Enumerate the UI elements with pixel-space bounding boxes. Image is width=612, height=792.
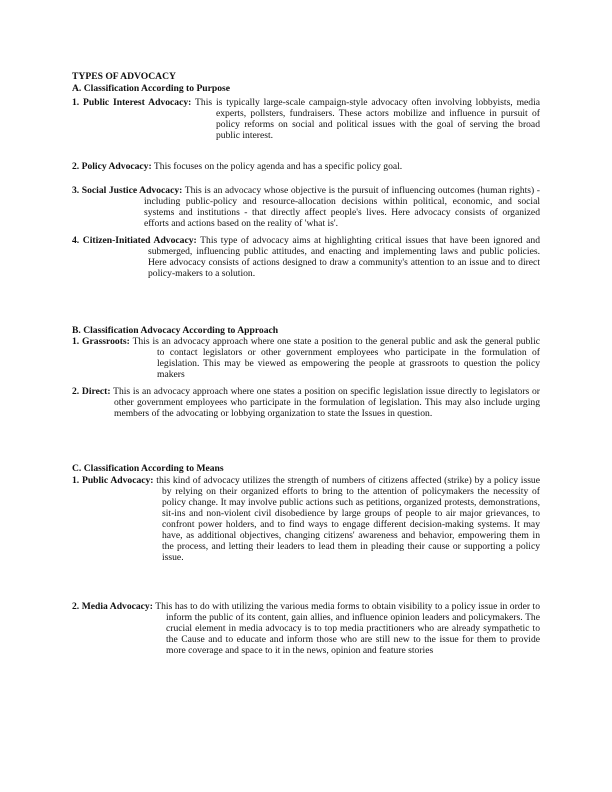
item-term: 2. Policy Advocacy: bbox=[72, 161, 152, 172]
list-item bbox=[72, 185, 540, 229]
item-term: 1. Public Interest Advocacy: bbox=[72, 97, 192, 108]
list-item bbox=[72, 601, 540, 656]
item-text: This is an advocacy approach where one state a position to the general public and ask the general public to contact legislators or other government employees who participate in the formulation of legislation. This may be viewed as empowering the people at grassroots to question the policy makers bbox=[132, 336, 540, 380]
item-text: This focuses on the policy agenda and has a specific policy goal. bbox=[153, 161, 403, 172]
item-term: 3. Social Justice Advocacy: bbox=[72, 185, 183, 196]
item-text: this kind of advocacy utilizes the strength of numbers of citizens affected (strike) by a policy issue by relying on their organized efforts to bring to the attention of policymakers the necessity of policy change. It may involve public actions such as petitions, organized protests, demonstrations, sit-ins and non-violent civil disobedience by large groups of people to air major grievances, to confront power holders, and to find ways to engage different decision-making systems. It may have, as additional objectives, changing citizens' awareness and behavior, empowering them in the process, and letting their leaders to lead them in pleading their cause or supporting a policy issue. bbox=[156, 475, 540, 563]
item-text: This has to do with utilizing the various media forms to obtain visibility to a policy issue in order to inform the public of its content, gain allies, and influence opinion leaders and policymakers. The crucial element in media advocacy is to top media practitioners who are already sympathetic to the Cause and to educate and inform those who are still new to the issue for them to provide more coverage and space to it in the news, opinion and feature stories bbox=[155, 601, 540, 656]
section-c-heading: C. Classification According to Means bbox=[72, 463, 224, 474]
item-text: This is typically large-scale campaign-style advocacy often involving lobbyists, media experts, pollsters, fundraisers. These actors mobilize and influence in pursuit of policy reforms on social and political issues with the goal of serving the broad public interest. bbox=[195, 97, 541, 141]
list-item bbox=[72, 336, 540, 380]
document-title: TYPES OF ADVOCACY bbox=[72, 71, 176, 82]
section-a-heading: A. Classification According to Purpose bbox=[72, 83, 231, 94]
list-item bbox=[72, 386, 540, 419]
item-term: 1. Public Advocacy: bbox=[72, 475, 154, 486]
list-item bbox=[72, 97, 540, 141]
item-term: 1. Grassroots: bbox=[72, 336, 130, 347]
item-text: This type of advocacy aims at highlighting critical issues that have been ignored and submerged, influencing public attitudes, and enacting and implementing laws and public policies. Here advocacy consists of actions designed to draw a community's attention to an issue and to direct policy-makers to a solution. bbox=[148, 235, 541, 279]
item-term: 4. Citizen-Initiated Advocacy: bbox=[72, 235, 197, 246]
list-item bbox=[72, 161, 540, 172]
section-b-heading: B. Classification Advocacy According to Approach bbox=[72, 325, 279, 336]
item-term: 2. Direct: bbox=[72, 386, 111, 397]
item-text: This is an advocacy approach where one states a position on specific legislation issue directly to legislators or other government employees who participate in the formulation of legislation. This may also include urging members of the advocating or lobbying organization to state the Issues in question. bbox=[113, 386, 540, 419]
list-item bbox=[72, 235, 540, 279]
item-term: 2. Media Advocacy: bbox=[72, 601, 153, 612]
list-item bbox=[72, 475, 540, 563]
item-text: This is an advocacy whose objective is the pursuit of influencing outcomes (human rights) - including public-policy and resource-allocation decisions within political, economic, and social systems and institutions - that directly affect people's lives. Here advocacy consists of organized efforts and actions based on the reality of 'what is'. bbox=[144, 185, 540, 229]
